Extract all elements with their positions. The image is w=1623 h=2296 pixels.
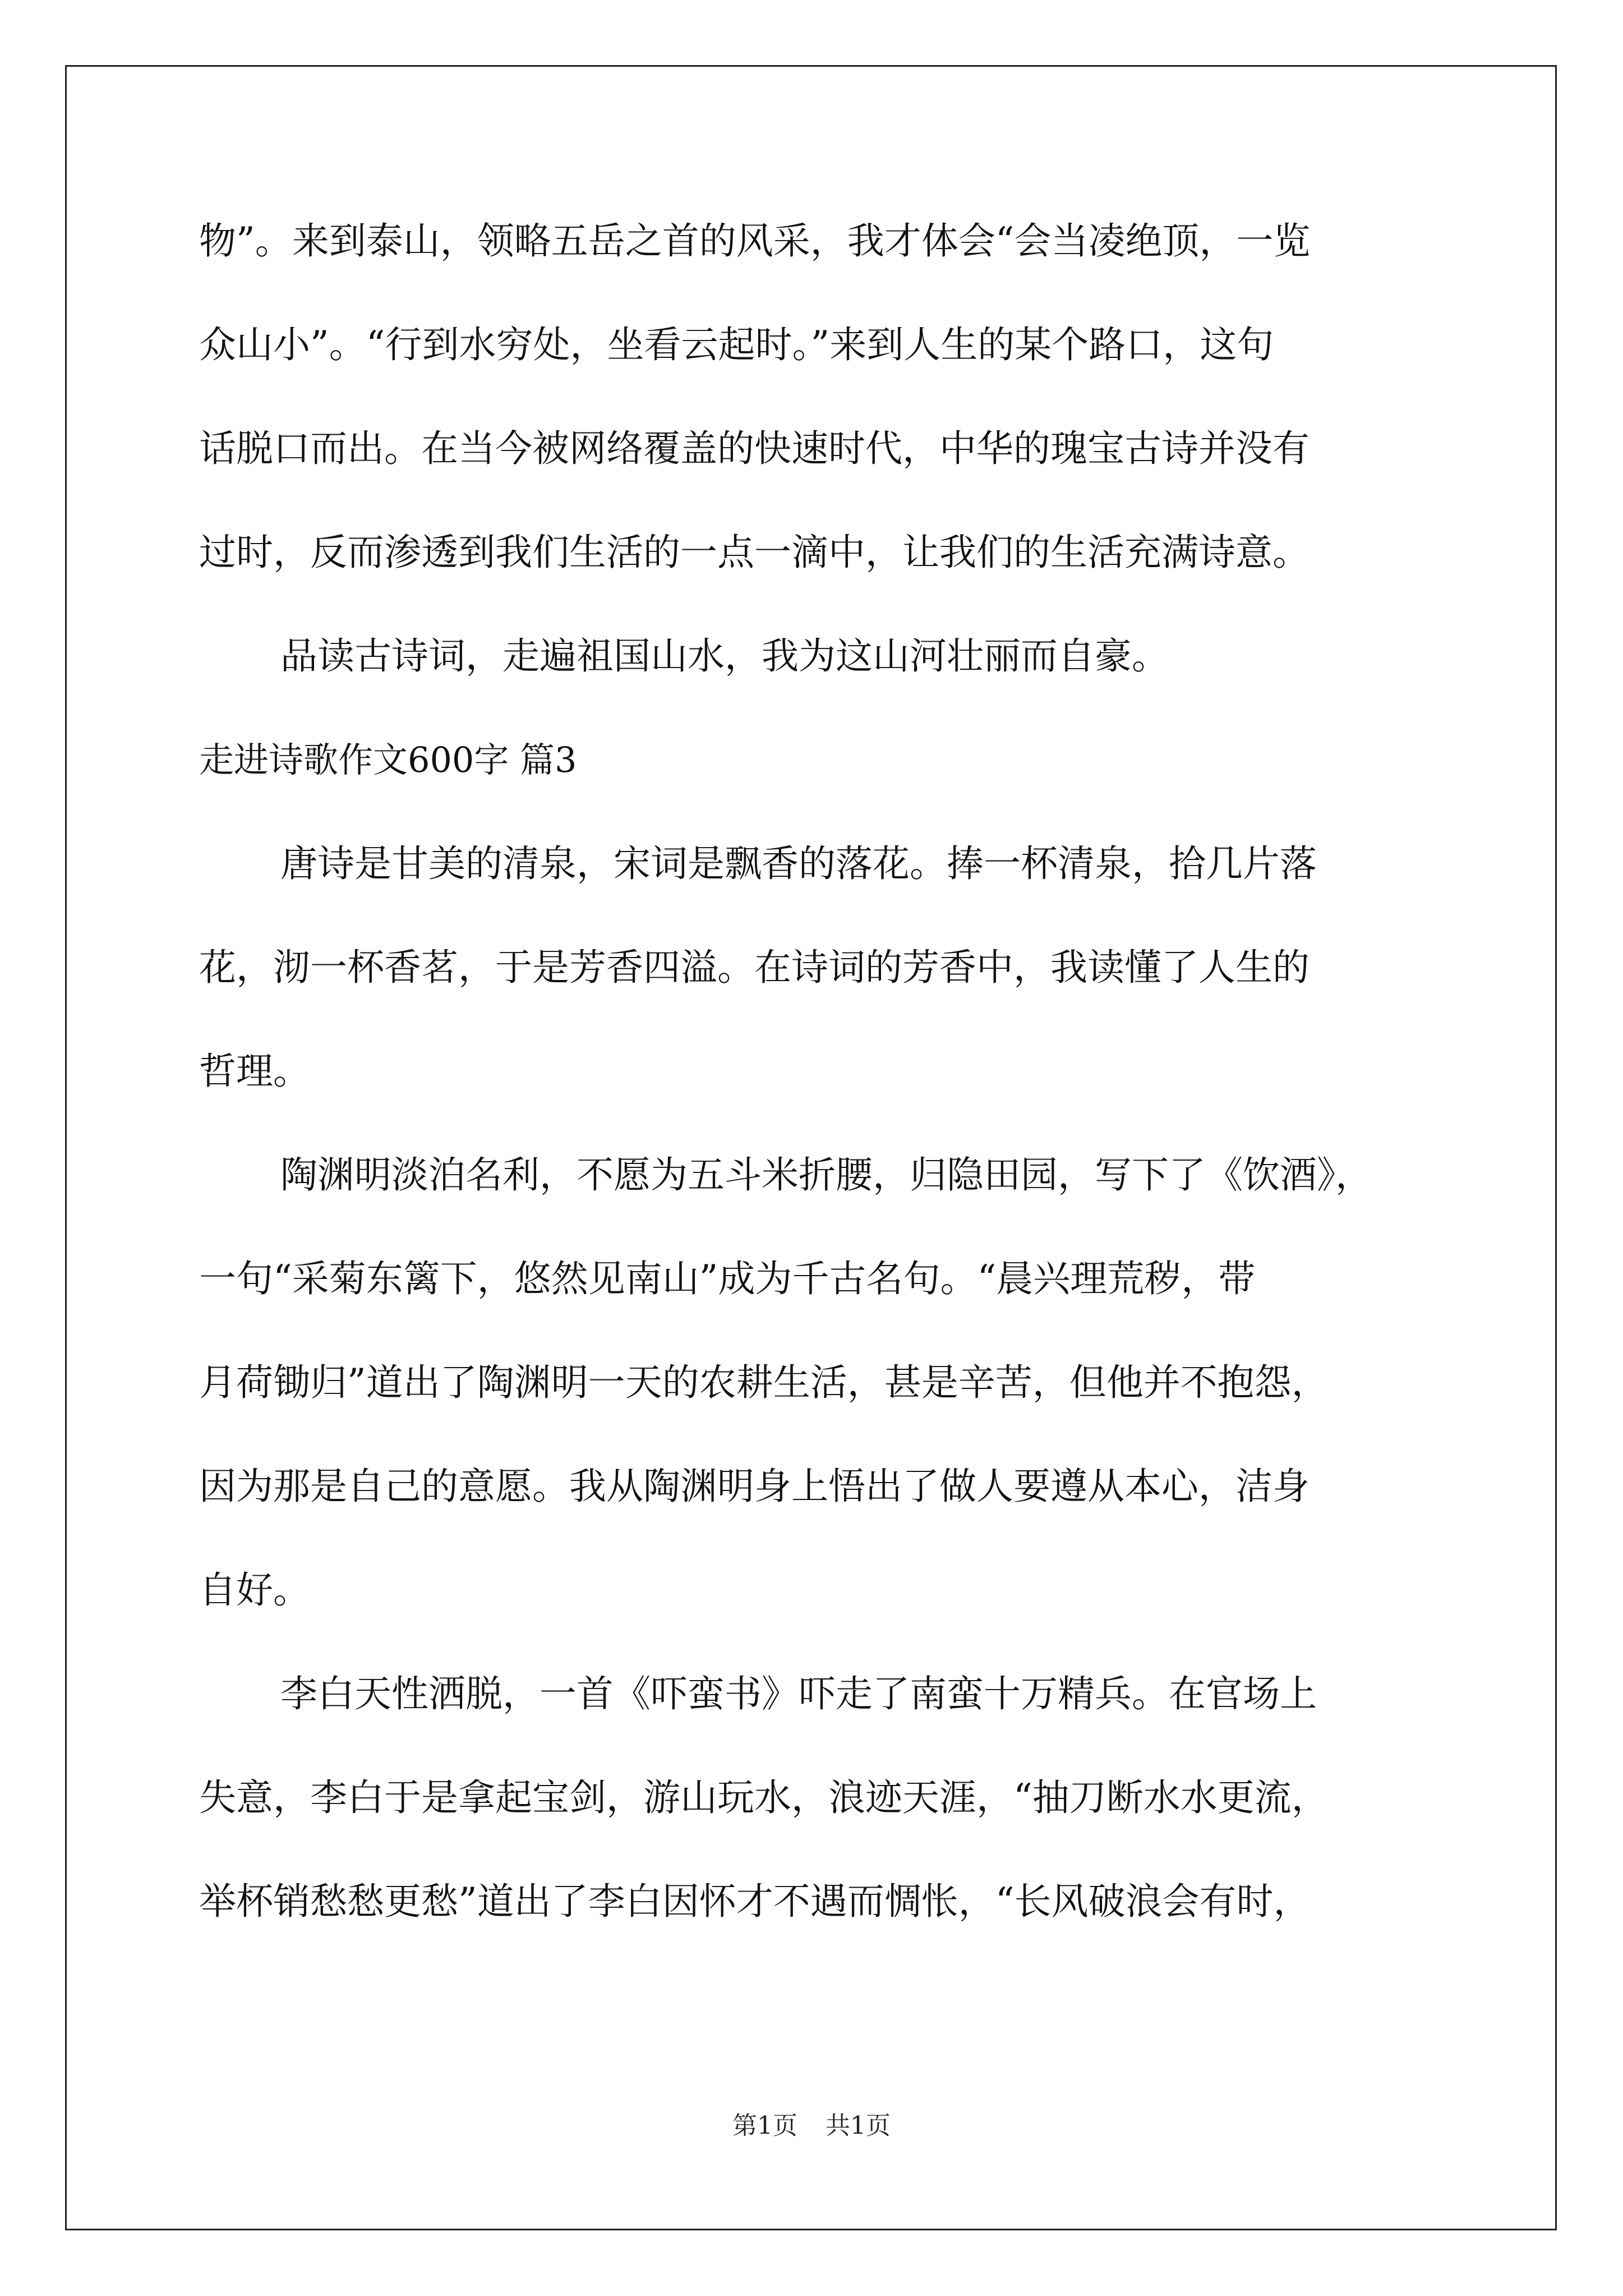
body-line: 一句“采菊东篱下，悠然见南山”成为千古名句。“晨兴理荒秽，带 [199, 1257, 1256, 1300]
body-line: 过时，反而渗透到我们生活的一点一滴中，让我们的生活充满诗意。 [199, 531, 1310, 574]
body-line: 众山小”。“行到水穷处，坐看云起时。”来到人生的某个路口，这句 [199, 323, 1274, 366]
paragraph-line: 陶渊明淡泊名利，不愿为五斗米折腰，归隐田园，写下了《饮酒》， [280, 1153, 1372, 1197]
paragraph-line: 李白天性洒脱，一首《吓蛮书》吓走了南蛮十万精兵。在官场上 [280, 1672, 1317, 1715]
page-number: 第1页 [732, 2111, 797, 2140]
page-footer [0, 2109, 1623, 2143]
paragraph-line: 品读古诗词，走遍祖国山水，我为这山河壮丽而自豪。 [280, 634, 1169, 678]
body-line: 举杯销愁愁更愁”道出了李白因怀才不遇而惆怅，“长风破浪会有时， [199, 1880, 1311, 1923]
body-line: 因为那是自己的意愿。我从陶渊明身上悟出了做人要遵从本心，洁身 [199, 1465, 1310, 1508]
body-line: 自好。 [199, 1568, 310, 1612]
body-line: 月荷锄归”道出了陶渊明一天的农耕生活，甚是辛苦，但他并不抱怨， [199, 1361, 1329, 1404]
body-line: 物”。来到泰山，领略五岳之首的风采，我才体会“会当凌绝顶，一览 [199, 219, 1311, 263]
section-heading: 走进诗歌作文600字 篇3 [199, 739, 577, 780]
paragraph-line: 唐诗是甘美的清泉，宋词是飘香的落花。捧一杯清泉，拾几片落 [280, 842, 1317, 885]
body-line: 失意，李白于是拿起宝剑，游山玩水，浪迹天涯，“抽刀断水水更流， [199, 1776, 1329, 1819]
page-total: 共1页 [826, 2111, 891, 2140]
body-line: 话脱口而出。在当今被网络覆盖的快速时代，中华的瑰宝古诗并没有 [199, 427, 1310, 470]
body-line: 花，沏一杯香茗，于是芳香四溢。在诗词的芳香中，我读懂了人生的 [199, 946, 1310, 989]
body-line: 哲理。 [199, 1050, 310, 1093]
